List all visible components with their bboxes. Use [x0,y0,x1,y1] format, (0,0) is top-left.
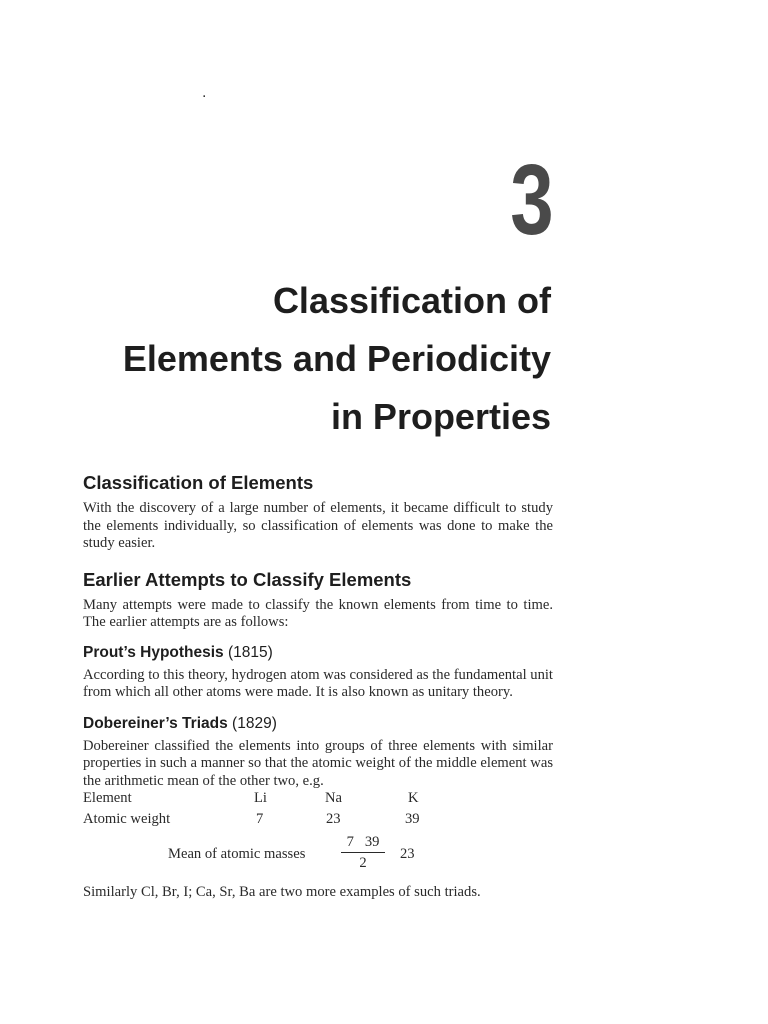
section-classification [83,471,553,553]
chapter-title [71,272,551,446]
subsection-heading-text: Prout’s Hypothesis [83,643,224,661]
subsection-paragraph: According to this theory, hydrogen atom was considered as the fundamental unit from which all other atoms were made. It is also known as unitary theory. [83,666,553,700]
section-heading: Classification of Elements [83,472,314,493]
subsection-paragraph: Dobereiner classified the elements into groups of three elements with similar properties in such a manner so that the atomic weight of the middle element was the arithmetic mean of the other two, e.g. [83,737,553,789]
triad-table-row [83,811,553,832]
table-cell: 23 [326,811,341,827]
chapter-title-line: in Properties [330,396,551,437]
table-cell: Li [254,790,267,806]
subsection-year: (1815) [228,643,273,661]
closing-paragraph: Similarly Cl, Br, I; Ca, Sr, Ba are two more examples of such triads. [83,884,481,900]
chapter-title-line: Elements and Periodicity [122,338,551,379]
mean-label: Mean of atomic masses [168,846,306,862]
subsection-heading [83,714,553,734]
table-cell: 39 [405,811,420,827]
section-earlier-attempts [83,568,553,632]
section-paragraph: Many attempts were made to classify the known elements from time to time. The earlier attempts are as follows: [83,596,553,630]
triad-table [83,790,553,834]
fraction-bar [341,852,385,853]
section-heading: Earlier Attempts to Classify Elements [83,568,412,590]
subsection-year: (1829) [232,714,277,732]
stray-dot: . [202,84,207,101]
table-cell: Atomic weight [83,811,171,827]
subsection-prout [83,643,553,702]
fraction-denominator: 2 [359,855,367,871]
section-paragraph: With the discovery of a large number of elements, it became difficult to study the elements individually, so classification of elements was done to make the study easier. [83,500,553,551]
subsection-dobereiner [83,714,553,902]
chapter-number: 3 [510,144,554,256]
mean-formula [83,834,553,878]
mean-fraction [341,834,385,872]
chapter-title-line: Classification of [272,280,551,321]
table-cell: Na [325,790,343,806]
table-cell: K [408,790,419,806]
mean-result: 23 [400,846,415,862]
table-cell: Element [83,790,132,806]
table-cell: 7 [256,811,264,827]
fraction-numerator: 7 39 [346,834,380,850]
triad-table-row [83,790,553,811]
subsection-heading-text: Dobereiner’s Triads [83,714,228,732]
chapter-content [83,471,553,902]
subsection-heading [83,643,553,663]
